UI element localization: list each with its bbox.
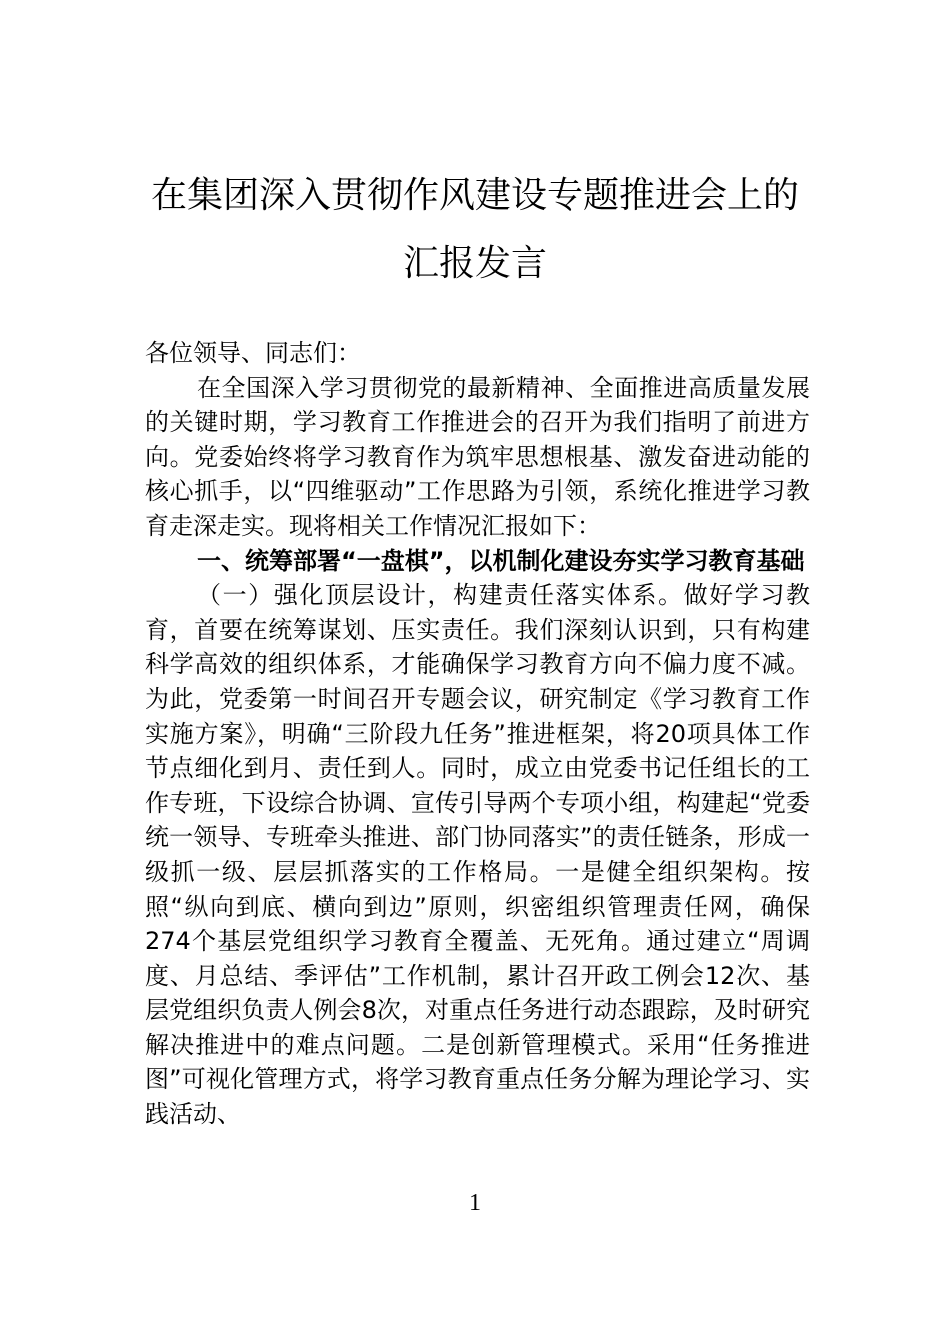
intro-paragraph: 在全国深入学习贯彻党的最新精神、全面推进高质量发展的关键时期，学习教育工作推进会的召开为我们指明了前进方向。党委始终将学习教育作为筑牢思想根基、激发奋进动能的核心抓手，以“四维驱动”工作思路为引领，系统化推进学习教育走深走实。现将相关工作情况汇报如下： <box>145 373 810 540</box>
section-1-heading: 一、统筹部署“一盘棋”，以机制化建设夯实学习教育基础 <box>197 546 805 575</box>
document-body <box>145 336 810 1132</box>
page-number: 1 <box>469 1190 481 1216</box>
document-title-line-2: 汇报发言 <box>402 243 547 284</box>
document-title-line-1: 在集团深入贯彻作风建设专题推进会上的 <box>150 175 799 216</box>
salutation: 各位领导、同志们： <box>145 339 361 367</box>
section-1-paragraph-1: （一）强化顶层设计，构建责任落实体系。做好学习教育，首要在统筹谋划、压实责任。我们深刻认识到，只有构建科学高效的组织体系，才能确保学习教育方向不偏力度不减。为此，党委第一时间召开专题会议，研究制定《学习教育工作实施方案》，明确“三阶段九任务”推进框架，将20项具体工作节点细化到月、责任到人。同时，成立由党委书记任组长的工作专班，下设综合协调、宣传引导两个专项小组，构建起“党委统一领导、专班牵头推进、部门协同落实”的责任链条，形成一级抓一级、层层抓落实的工作格局。一是健全组织架构。按照“纵向到底、横向到边”原则，织密组织管理责任网，确保274个基层党组织学习教育全覆盖、无死角。通过建立“周调度、月总结、季评估”工作机制，累计召开政工例会12次、基层党组织负责人例会8次，对重点任务进行动态跟踪，及时研究解决推进中的难点问题。二是创新管理模式。采用“任务推进图”可视化管理方式，将学习教育重点任务分解为理论学习、实践活动、 <box>145 581 810 1129</box>
